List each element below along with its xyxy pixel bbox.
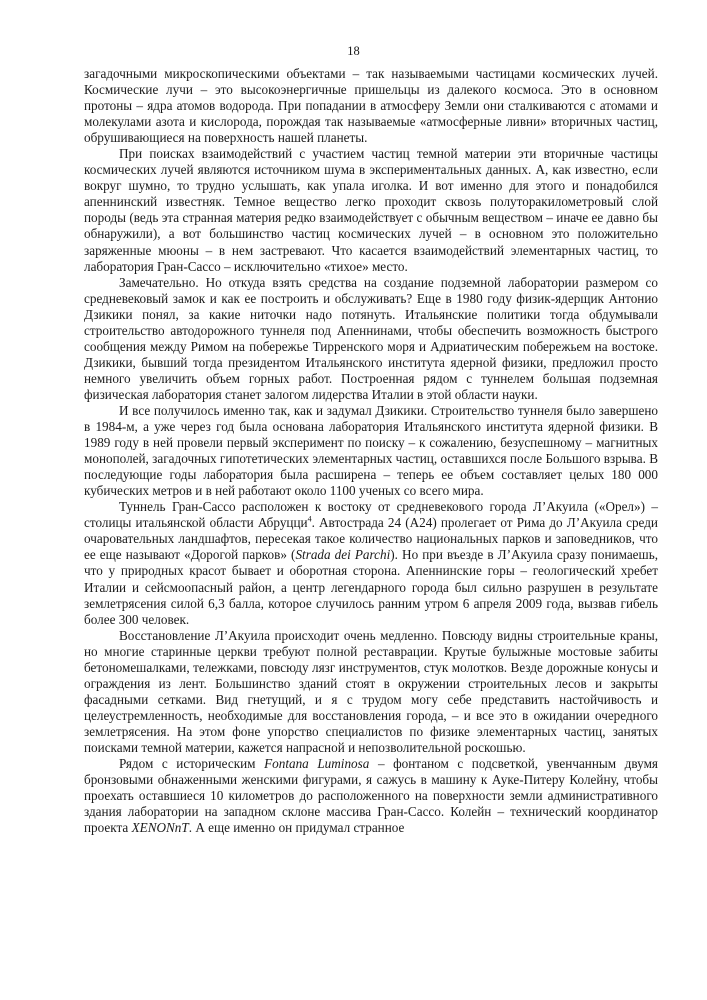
paragraph-text: Туннель Гран-Сассо расположен к востоку от средневекового города Л’Акуила («Орел») – столицы итальянской области Абруцци xyxy=(84,499,658,531)
paragraph-text: Рядом с историческим xyxy=(119,756,265,772)
paragraph xyxy=(84,499,658,627)
paragraph-text: ). Но при въезде в Л’Акуила сразу понимаешь, что у природных красот бывает и оборотная сторона. Апеннинские горы – геологический хребет Италии и сейсмоопасный район, а центр легендарного города был сильно разрушен в результате землетрясения силой 6,3 балла, которое случилось ранним утром 6 апреля 2009 года, вызвав гибель более 300 человек. xyxy=(84,547,659,627)
paragraph-text: И все получилось именно так, как и задумал Дзикики. Строительство туннеля было завершено в 1984-м, а уже через год была основана лаборатория Итальянского института ядерной физики. В 1989 году в ней провели первый эксперимент по поиску – к сожалению, безуспешному – магнитных монополей, загадочных гипотетических элементарных частиц, оставшихся после Большого взрыва. В последующие годы лаборатория была расширена – теперь ее объем составляет целых 180 000 кубических метров и в ней работают около 1100 ученых со всего мира. xyxy=(84,402,658,499)
paragraph-text: Замечательно. Но откуда взять средства на создание подземной лаборатории размером со средневековый замок и как ее построить и обслуживать? Еще в 1980 году физик-ядерщик Антонио Дзикики понял, за какие ниточки надо потянуть. Итальянские политики тогда обдумывали строительство автодорожного туннеля под Апеннинами, чтобы обеспечить возможность быстрого сообщения между Римом на побережье Тирренского моря и Адриатическим побережьем на востоке. Дзикики, бывший тогда президентом Итальянского института ядерной физики, предложил просто немного увеличить объем горных работ. Построенная рядом с туннелем большая подземная физическая лаборатория станет залогом лидерства Италии в этой области науки. xyxy=(84,274,658,402)
italic-text: Strada dei Parchi xyxy=(295,547,391,563)
paragraph-text: . Автострада 24 (А24) пролегает от Рима до Л’Акуила среди очаровательных ландшафтов, пересекая такое количество национальных парков и заповедников, что ее еще называют «Дорогой парков» ( xyxy=(84,515,658,563)
paragraph-text: загадочными микроскопическими объектами – так называемыми частицами космических лучей. Космические лучи – это высокоэнергичные пришельцы из далекого космоса. Это в основном протоны – ядра атомов водорода. При попадании в атмосферу Земли они сталкиваются с атомами и молекулами азота и кислорода, порождая так называемые «атмосферные ливни» вторичных частиц, обрушивающиеся на поверхность нашей планеты. xyxy=(84,66,658,146)
italic-text: XENONnT xyxy=(131,820,189,836)
footnote-marker: 4 xyxy=(307,514,312,524)
paragraph-text: При поисках взаимодействий с участием частиц темной материи эти вторичные частицы космических лучей являются источником шума в экспериментальных данных. А, как известно, если вокруг шумно, то трудно услышать, как упала иголка. И вот именно для этого и понадобился апеннинский известняк. Темное вещество легко проходит сквозь полуторакилометровый слой породы (ведь эта странная материя редко взаимодействует с обычным веществом – иначе ее давно бы обнаружили), а вот большинство частиц космических лучей – в основном это положительно заряженные мюоны – в нем застревают. Что касается взаимодействий элементарных частиц, то лаборатория Гран-Сассо – исключительно «тихое» место. xyxy=(84,146,658,274)
paragraph xyxy=(84,66,658,146)
body-text xyxy=(84,66,658,836)
paragraph-text: Восстановление Л’Акуила происходит очень медленно. Повсюду видны строительные краны, но многие старинные церкви требуют полной реставрации. Крутые булыжные мостовые забиты бетономешалками, тележками, повсюду лязг инструментов, стук молотков. Везде дорожные конусы и ограждения из лент. Большинство зданий стоят в окружении строительных лесов и закрыты фасадными сетками. Вид гнетущий, и я с трудом могу себе представить настойчивость и целеустремленность, необходимые для восстановления города, – и все это в ожидании очередного землетрясения. На этом фоне упорство специалистов по физике элементарных частиц, занятых поисками темной материи, кажется напрасной и непозволительной роскошью. xyxy=(84,627,658,755)
page-number: 18 xyxy=(347,44,360,58)
paragraph xyxy=(84,275,658,403)
paragraph xyxy=(84,146,658,274)
paragraph-text: – фонтаном с подсветкой, увенчанным двумя бронзовыми обнаженными женскими фигурами, я сажусь в машину к Ауке-Питеру Колейну, чтобы проехать оставшиеся 10 километров до расположенного на поверхности земли административного здания лаборатории на западном склоне массива Гран-Сассо. Колейн – технический координатор проекта xyxy=(84,756,659,836)
paragraph xyxy=(84,756,658,836)
paragraph-text: . А еще именно он придумал странное xyxy=(188,820,405,836)
paragraph xyxy=(84,403,658,499)
paragraph xyxy=(84,628,658,756)
italic-text: Fontana Luminosa xyxy=(264,756,370,772)
